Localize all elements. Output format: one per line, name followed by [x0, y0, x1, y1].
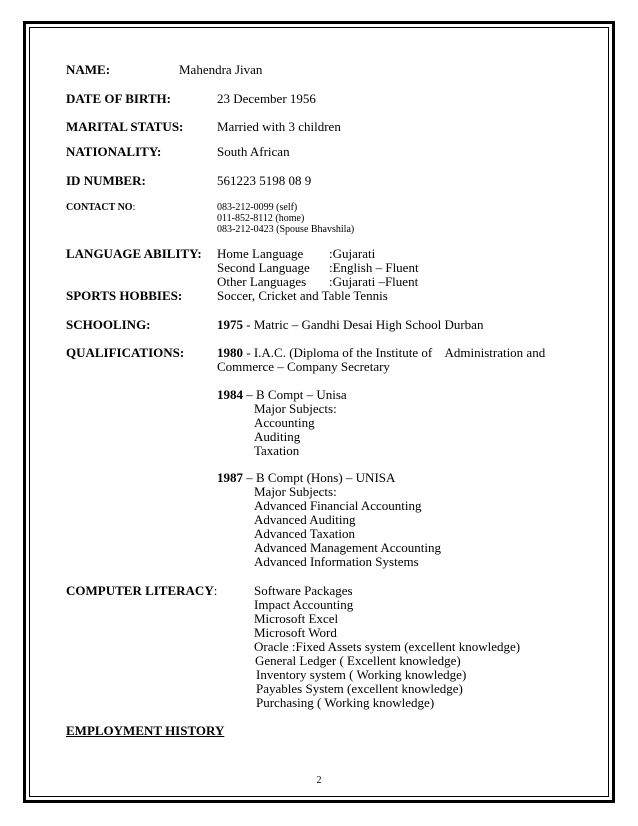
marital-value: Married with 3 children: [217, 119, 341, 134]
id-number-label: ID NUMBER:: [66, 173, 146, 188]
qualification-1987: 1987 – B Compt (Hons) – UNISA: [217, 470, 396, 485]
qualification-1980-line2: Commerce – Company Secretary: [217, 359, 390, 374]
subject-item: Advanced Auditing: [254, 512, 356, 527]
computer-item: Oracle :Fixed Assets system (excellent knowledge): [254, 639, 521, 654]
language-type: Other Languages: [217, 274, 307, 289]
computer-item: General Ledger ( Excellent knowledge): [255, 653, 461, 668]
page-number: 2: [316, 775, 322, 786]
dob-value: 23 December 1956: [217, 91, 316, 106]
subjects-label: Major Subjects:: [254, 484, 337, 499]
computer-item: Software Packages: [254, 583, 353, 598]
subjects-label: Major Subjects:: [254, 401, 337, 416]
qualification-1980: 1980 - I.A.C. (Diploma of the Institute of Administration and: [217, 345, 546, 360]
computer-item: Microsoft Excel: [254, 611, 339, 626]
qualifications-label: QUALIFICATIONS:: [66, 345, 185, 360]
subject-item: Advanced Information Systems: [254, 554, 419, 569]
marital-label: MARITAL STATUS:: [66, 119, 184, 134]
subject-item: Taxation: [254, 443, 300, 458]
contact-line: 083-212-0423 (Spouse Bhavshila): [217, 224, 355, 235]
contact-line: 011-852-8112 (home): [217, 213, 305, 224]
language-type: Second Language: [217, 260, 310, 275]
computer-item: Inventory system ( Working knowledge): [256, 667, 467, 682]
contact-line: 083-212-0099 (self): [217, 202, 298, 213]
schooling-label: SCHOOLING:: [66, 317, 151, 332]
id-number-value: 561223 5198 08 9: [217, 173, 312, 188]
employment-history-heading: EMPLOYMENT HISTORY: [66, 723, 225, 738]
nationality-label: NATIONALITY:: [66, 144, 162, 159]
computer-item: Microsoft Word: [254, 625, 337, 640]
nationality-value: South African: [217, 144, 290, 159]
sports-value: Soccer, Cricket and Table Tennis: [217, 288, 388, 303]
dob-label: DATE OF BIRTH:: [66, 91, 171, 106]
language-value: :Gujarati –Fluent: [329, 274, 419, 289]
subject-item: Advanced Financial Accounting: [254, 498, 422, 513]
language-type: Home Language: [217, 246, 304, 261]
subject-item: Auditing: [254, 429, 301, 444]
subject-item: Advanced Management Accounting: [254, 540, 441, 555]
computer-label: COMPUTER LITERACY:: [66, 583, 218, 598]
language-value: :Gujarati: [329, 246, 376, 261]
computer-item: Impact Accounting: [254, 597, 354, 612]
language-label: LANGUAGE ABILITY:: [66, 246, 202, 261]
language-value: :English – Fluent: [329, 260, 419, 275]
computer-item: Purchasing ( Working knowledge): [256, 695, 435, 710]
schooling-value: 1975 - Matric – Gandhi Desai High School Durban: [217, 317, 484, 332]
subject-item: Advanced Taxation: [254, 526, 356, 541]
qualification-1984: 1984 – B Compt – Unisa: [217, 387, 347, 402]
subject-item: Accounting: [254, 415, 315, 430]
name-label: NAME:: [66, 62, 111, 77]
contact-label: CONTACT NO:: [66, 202, 136, 213]
name-value: Mahendra Jivan: [179, 62, 263, 77]
computer-item: Payables System (excellent knowledge): [256, 681, 463, 696]
sports-label: SPORTS HOBBIES:: [66, 288, 183, 303]
